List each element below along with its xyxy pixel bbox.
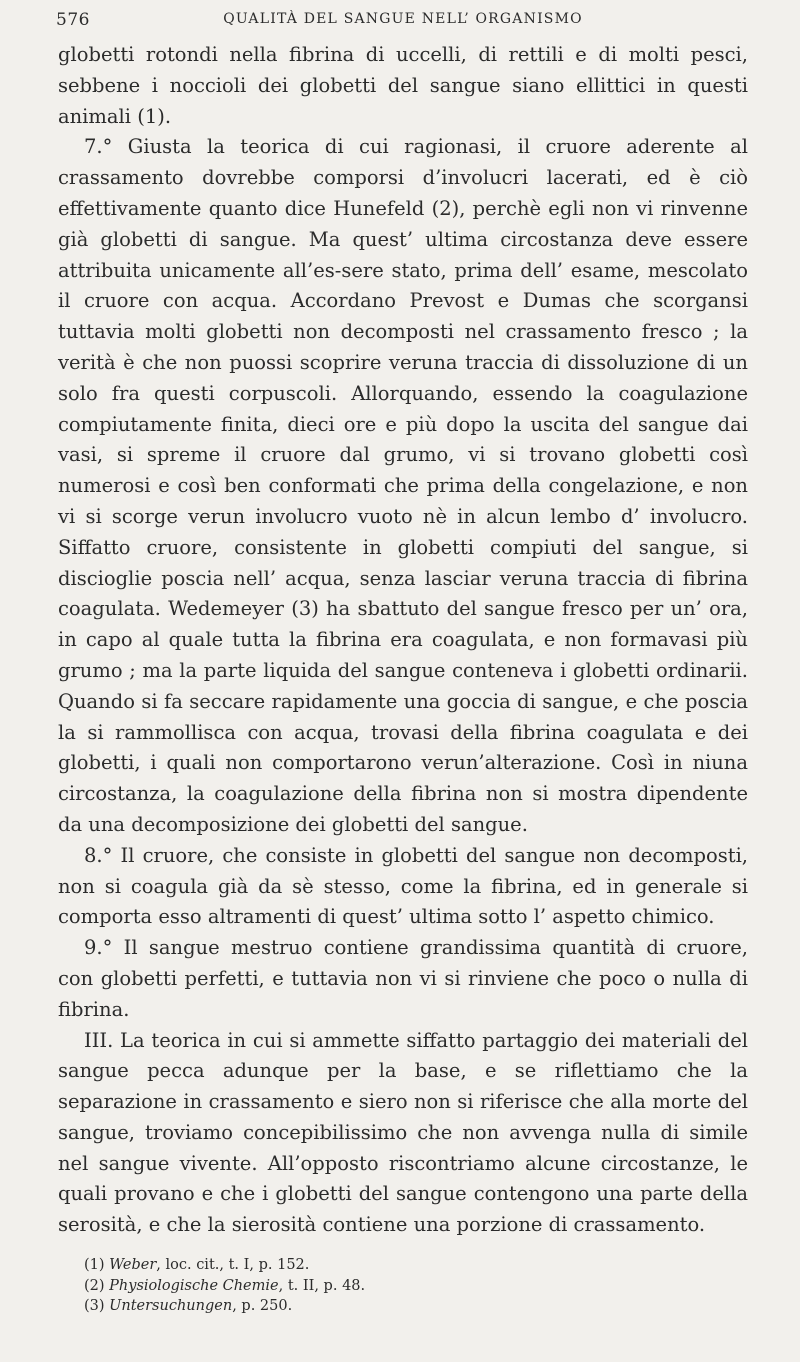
paragraph-continuation: globetti rotondi nella fibrina di uccelli, di rettili e di molti pesci, sebbene i noccioli dei globetti del sangue siano ellittici in questi animali (1). — [58, 43, 748, 128]
body-text — [58, 40, 748, 1241]
paragraph-7: 7.° Giusta la teorica di cui ragionasi, il cruore aderente al crassamento dovrebbe comporsi d’involucri lacerati, ed è ciò effettivamente quanto dice Hunefeld (2), perchè egli non vi rinvenne già globetti di sangue. Ma quest’ ultima circostanza deve essere attribuita unicamente all’es-sere stato, prima dell’ esame, mescolato il cruore con acqua. Accordano Prevost e Dumas che scorgansi tuttavia molti globetti non decomposti nel crassamento fresco ; la verità è che non puossi scoprire veruna traccia di dissoluzione di un solo fra questi corpuscoli. Allorquando, essendo la coagulazione compiutamente finita, dieci ore e più dopo la uscita del sangue dai vasi, si spreme il cruore dal grumo, vi si trovano globetti così numerosi e così ben conformati che prima della congelazione, e non vi si scorge verun involucro vuoto nè in alcun lembo d’ involucro. Siffatto cruore, consistente in globetti compiuti del sangue, si discioglie poscia nell’ acqua, senza lasciar veruna traccia di fibrina coagulata. Wedemeyer (3) ha sbattuto del sangue fresco per un’ ora, in capo al quale tutta la fibrina era coagulata, e non formavasi più grumo ; ma la parte liquida del sangue conteneva i globetti ordinarii. Quando si fa seccare rapidamente una goccia di sangue, e che poscia la si rammollisca con acqua, trovasi della fibrina coagulata e dei globetti, i quali non comportarono verun’alterazione. Così in niuna circostanza, la coagulazione della fibrina non si mostra dipendente da una decomposizione dei globetti del sangue. — [58, 135, 748, 836]
page-number: 576 — [56, 10, 90, 30]
paragraph-8: 8.° Il cruore, che consiste in globetti del sangue non decomposti, non si coagula già da sè stesso, come la fibrina, ed in generale si comporta esso altramenti di quest’ ultima sotto l’ aspetto chimico. — [58, 843, 748, 929]
footnote-3 — [84, 1296, 748, 1317]
paragraph-III: III. La teorica in cui si ammette siffatto partaggio dei materiali del sangue pecca adunque per la base, e se riflettiamo che la separazione in crassamento e siero non si riferisce che alla morte del sangue, troviamo concepibilissimo che non avvenga nulla di simile nel sangue vivente. All’opposto riscontriamo alcune circostanze, le quali provano e che i globetti del sangue contengono una parte della serosità, e che la sierosità contiene una porzione di crassamento. — [58, 1028, 748, 1237]
footnote-2 — [84, 1276, 748, 1297]
page-header — [58, 10, 748, 40]
footnote-1 — [84, 1255, 748, 1276]
running-head: QUALITÀ DEL SANGUE NELL’ ORGANISMO — [223, 11, 583, 27]
footnote-marker: (1) — [84, 1257, 105, 1274]
footnote-title: Physiologische Chemie — [109, 1277, 279, 1294]
footnote-ref: , loc. cit., t. I, p. 152. — [156, 1257, 310, 1274]
footnote-ref: , p. 250. — [232, 1298, 293, 1315]
footnote-title: Untersuchungen — [109, 1298, 233, 1315]
footnotes — [58, 1255, 748, 1317]
footnote-marker: (2) — [84, 1277, 105, 1294]
footnote-marker: (3) — [84, 1298, 105, 1315]
book-page — [58, 10, 748, 1317]
footnote-title: Weber — [109, 1257, 157, 1274]
paragraph-9: 9.° Il sangue mestruo contiene grandissima quantità di cruore, con globetti perfetti, e tuttavia non vi si rinviene che poco o nulla di fibrina. — [58, 936, 748, 1021]
footnote-ref: , t. II, p. 48. — [278, 1277, 366, 1294]
